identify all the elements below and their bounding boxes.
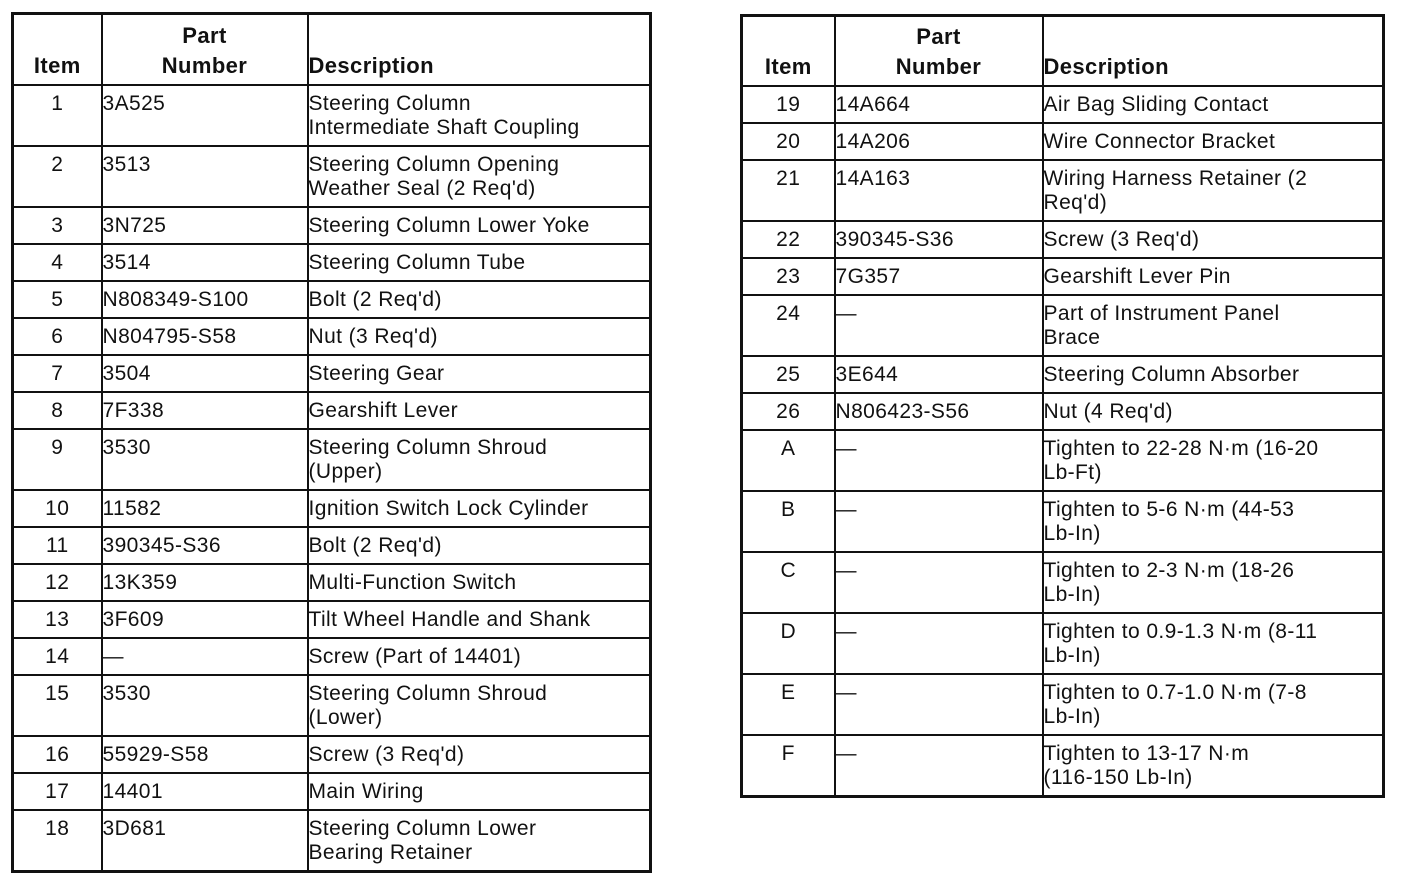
description-line: Tighten to 0.7-1.0 N·m (7-8 xyxy=(1043,680,1307,704)
description-cell xyxy=(308,773,651,810)
description-cell xyxy=(1043,258,1384,295)
table-row xyxy=(13,736,651,773)
table-row xyxy=(13,355,651,392)
item-cell: 13 xyxy=(13,601,102,638)
description-line: Screw (3 Req'd) xyxy=(308,742,465,766)
item-cell: 16 xyxy=(13,736,102,773)
description-cell xyxy=(308,564,651,601)
part-number-cell: 3F609 xyxy=(102,601,308,638)
number-header-line: Number xyxy=(161,52,248,78)
table-row xyxy=(13,527,651,564)
description-line: Steering Gear xyxy=(308,361,445,385)
description-cell xyxy=(1043,674,1384,735)
item-cell: 3 xyxy=(13,207,102,244)
description-line: Steering Column Lower xyxy=(308,816,537,840)
item-cell: 5 xyxy=(13,281,102,318)
description-cell xyxy=(1043,86,1384,123)
description-line: Screw (Part of 14401) xyxy=(308,644,522,668)
description-column-header: Description xyxy=(308,14,651,85)
table-row xyxy=(742,674,1384,735)
table-row xyxy=(13,318,651,355)
table-row xyxy=(742,356,1384,393)
parts-table-right xyxy=(740,14,1385,798)
description-cell xyxy=(1043,491,1384,552)
description-cell xyxy=(1043,735,1384,797)
description-cell xyxy=(308,207,651,244)
description-line: Wiring Harness Retainer (2 xyxy=(1043,166,1308,190)
table-row xyxy=(13,490,651,527)
right-table-body xyxy=(742,86,1384,797)
table-row xyxy=(13,85,651,146)
description-line: Tighten to 5-6 N·m (44-53 xyxy=(1043,497,1295,521)
part-number-cell: — xyxy=(835,491,1043,552)
table-row xyxy=(742,123,1384,160)
part-number-cell: — xyxy=(102,638,308,675)
description-line: Steering Column xyxy=(308,91,471,115)
part-number-cell: — xyxy=(835,430,1043,491)
item-cell: 18 xyxy=(13,810,102,872)
table-row xyxy=(13,601,651,638)
description-line: Bolt (2 Req'd) xyxy=(308,287,442,311)
description-line: Intermediate Shaft Coupling xyxy=(308,115,580,139)
description-line: Lb-In) xyxy=(1043,704,1101,728)
table-row xyxy=(742,393,1384,430)
item-cell: 2 xyxy=(13,146,102,207)
description-line: Lb-In) xyxy=(1043,521,1101,545)
part-number-cell: 3E644 xyxy=(835,356,1043,393)
item-cell: 26 xyxy=(742,393,835,430)
table-row xyxy=(13,146,651,207)
description-cell xyxy=(308,736,651,773)
part-number-cell: N806423-S56 xyxy=(835,393,1043,430)
part-number-column-header xyxy=(102,14,308,85)
description-line: Steering Column Lower Yoke xyxy=(308,213,590,237)
part-number-cell: 3530 xyxy=(102,675,308,736)
part-number-cell: 11582 xyxy=(102,490,308,527)
description-line: Lb-Ft) xyxy=(1043,460,1102,484)
description-line: Steering Column Shroud xyxy=(308,681,548,705)
description-line: Nut (3 Req'd) xyxy=(308,324,438,348)
part-number-column-header xyxy=(835,16,1043,86)
part-number-cell: 14A206 xyxy=(835,123,1043,160)
part-number-cell: 3530 xyxy=(102,429,308,490)
description-line: Tighten to 0.9-1.3 N·m (8-11 xyxy=(1043,619,1318,643)
part-number-cell: 13K359 xyxy=(102,564,308,601)
item-cell: F xyxy=(742,735,835,797)
part-number-cell: — xyxy=(835,295,1043,356)
item-column-header: Item xyxy=(742,16,835,86)
item-cell: 9 xyxy=(13,429,102,490)
description-line: Steering Column Absorber xyxy=(1043,362,1300,386)
part-header-line: Part xyxy=(182,22,227,48)
table-row xyxy=(13,675,651,736)
description-cell xyxy=(308,244,651,281)
description-line: Tighten to 2-3 N·m (18-26 xyxy=(1043,558,1295,582)
description-cell xyxy=(308,490,651,527)
table-row xyxy=(742,613,1384,674)
description-line: Gearshift Lever xyxy=(308,398,459,422)
description-cell xyxy=(1043,123,1384,160)
item-cell: 4 xyxy=(13,244,102,281)
description-line: Bearing Retainer xyxy=(308,840,473,864)
description-cell xyxy=(1043,356,1384,393)
table-row xyxy=(13,564,651,601)
description-line: Tighten to 13-17 N·m xyxy=(1043,741,1250,765)
description-line: Bolt (2 Req'd) xyxy=(308,533,442,557)
table-row xyxy=(13,207,651,244)
description-cell xyxy=(308,85,651,146)
part-number-cell: 3513 xyxy=(102,146,308,207)
description-line: Main Wiring xyxy=(308,779,424,803)
part-number-cell: 7G357 xyxy=(835,258,1043,295)
table-row xyxy=(13,281,651,318)
part-number-cell: — xyxy=(835,552,1043,613)
item-cell: 1 xyxy=(13,85,102,146)
item-cell: B xyxy=(742,491,835,552)
table-row xyxy=(13,429,651,490)
header-row xyxy=(742,16,1384,86)
item-cell: 10 xyxy=(13,490,102,527)
part-number-cell: 390345-S36 xyxy=(102,527,308,564)
item-column-header: Item xyxy=(13,14,102,85)
item-cell: 21 xyxy=(742,160,835,221)
description-line: Steering Column Shroud xyxy=(308,435,548,459)
description-cell xyxy=(1043,430,1384,491)
table-row xyxy=(742,552,1384,613)
description-cell xyxy=(308,392,651,429)
description-cell xyxy=(1043,295,1384,356)
item-cell: 6 xyxy=(13,318,102,355)
table-row xyxy=(13,638,651,675)
table-row xyxy=(742,735,1384,797)
item-cell: 14 xyxy=(13,638,102,675)
table-row xyxy=(13,244,651,281)
item-cell: 22 xyxy=(742,221,835,258)
description-column-header: Description xyxy=(1043,16,1384,86)
description-line: Wire Connector Bracket xyxy=(1043,129,1276,153)
description-line: (Upper) xyxy=(308,459,383,483)
description-cell xyxy=(308,146,651,207)
item-cell: 8 xyxy=(13,392,102,429)
left-table-body xyxy=(13,85,651,872)
table-row xyxy=(13,810,651,872)
item-cell: 7 xyxy=(13,355,102,392)
description-line: Weather Seal (2 Req'd) xyxy=(308,176,536,200)
description-cell xyxy=(308,527,651,564)
part-number-cell: 3504 xyxy=(102,355,308,392)
description-cell xyxy=(1043,160,1384,221)
description-cell xyxy=(308,355,651,392)
table-row xyxy=(742,491,1384,552)
description-line: Tighten to 22-28 N·m (16-20 xyxy=(1043,436,1319,460)
description-cell xyxy=(1043,552,1384,613)
item-cell: 25 xyxy=(742,356,835,393)
description-cell xyxy=(308,601,651,638)
description-line: Steering Column Opening xyxy=(308,152,560,176)
part-number-cell: 390345-S36 xyxy=(835,221,1043,258)
table-row xyxy=(742,430,1384,491)
item-cell: 11 xyxy=(13,527,102,564)
description-line: Multi-Function Switch xyxy=(308,570,517,594)
item-cell: C xyxy=(742,552,835,613)
description-line: Steering Column Tube xyxy=(308,250,526,274)
description-line: Brace xyxy=(1043,325,1101,349)
description-cell xyxy=(308,675,651,736)
item-cell: 23 xyxy=(742,258,835,295)
part-number-cell: 3514 xyxy=(102,244,308,281)
description-cell xyxy=(308,638,651,675)
item-cell: D xyxy=(742,613,835,674)
part-number-cell: 14401 xyxy=(102,773,308,810)
description-line: Lb-In) xyxy=(1043,643,1101,667)
description-line: Gearshift Lever Pin xyxy=(1043,264,1231,288)
table-row xyxy=(13,773,651,810)
item-cell: 20 xyxy=(742,123,835,160)
part-number-cell: — xyxy=(835,613,1043,674)
part-number-cell: 3A525 xyxy=(102,85,308,146)
description-cell xyxy=(1043,221,1384,258)
item-cell: 12 xyxy=(13,564,102,601)
description-cell xyxy=(1043,613,1384,674)
part-number-cell: N804795-S58 xyxy=(102,318,308,355)
number-header-line: Number xyxy=(895,53,982,79)
parts-table-left xyxy=(11,12,652,873)
description-line: (116-150 Lb-In) xyxy=(1043,765,1193,789)
part-number-cell: 3N725 xyxy=(102,207,308,244)
item-cell: 17 xyxy=(13,773,102,810)
part-header-line: Part xyxy=(916,23,961,49)
description-line: Part of Instrument Panel xyxy=(1043,301,1280,325)
description-line: Tilt Wheel Handle and Shank xyxy=(308,607,591,631)
description-line: Ignition Switch Lock Cylinder xyxy=(308,496,589,520)
description-line: (Lower) xyxy=(308,705,383,729)
table-row xyxy=(742,258,1384,295)
item-cell: E xyxy=(742,674,835,735)
table-row xyxy=(742,86,1384,123)
description-line: Req'd) xyxy=(1043,190,1108,214)
part-number-cell: 3D681 xyxy=(102,810,308,872)
item-cell: A xyxy=(742,430,835,491)
item-cell: 15 xyxy=(13,675,102,736)
part-number-cell: — xyxy=(835,674,1043,735)
description-cell xyxy=(308,318,651,355)
part-number-cell: 55929-S58 xyxy=(102,736,308,773)
table-row xyxy=(742,160,1384,221)
part-number-cell: — xyxy=(835,735,1043,797)
description-cell xyxy=(308,810,651,872)
table-row xyxy=(742,221,1384,258)
part-number-cell: 7F338 xyxy=(102,392,308,429)
part-number-cell: N808349-S100 xyxy=(102,281,308,318)
description-line: Nut (4 Req'd) xyxy=(1043,399,1173,423)
part-number-cell: 14A163 xyxy=(835,160,1043,221)
description-cell xyxy=(308,429,651,490)
description-line: Lb-In) xyxy=(1043,582,1101,606)
description-line: Screw (3 Req'd) xyxy=(1043,227,1200,251)
table-row xyxy=(742,295,1384,356)
part-number-cell: 14A664 xyxy=(835,86,1043,123)
description-cell xyxy=(308,281,651,318)
table-row xyxy=(13,392,651,429)
item-cell: 24 xyxy=(742,295,835,356)
description-cell xyxy=(1043,393,1384,430)
item-cell: 19 xyxy=(742,86,835,123)
description-line: Air Bag Sliding Contact xyxy=(1043,92,1269,116)
header-row xyxy=(13,14,651,85)
